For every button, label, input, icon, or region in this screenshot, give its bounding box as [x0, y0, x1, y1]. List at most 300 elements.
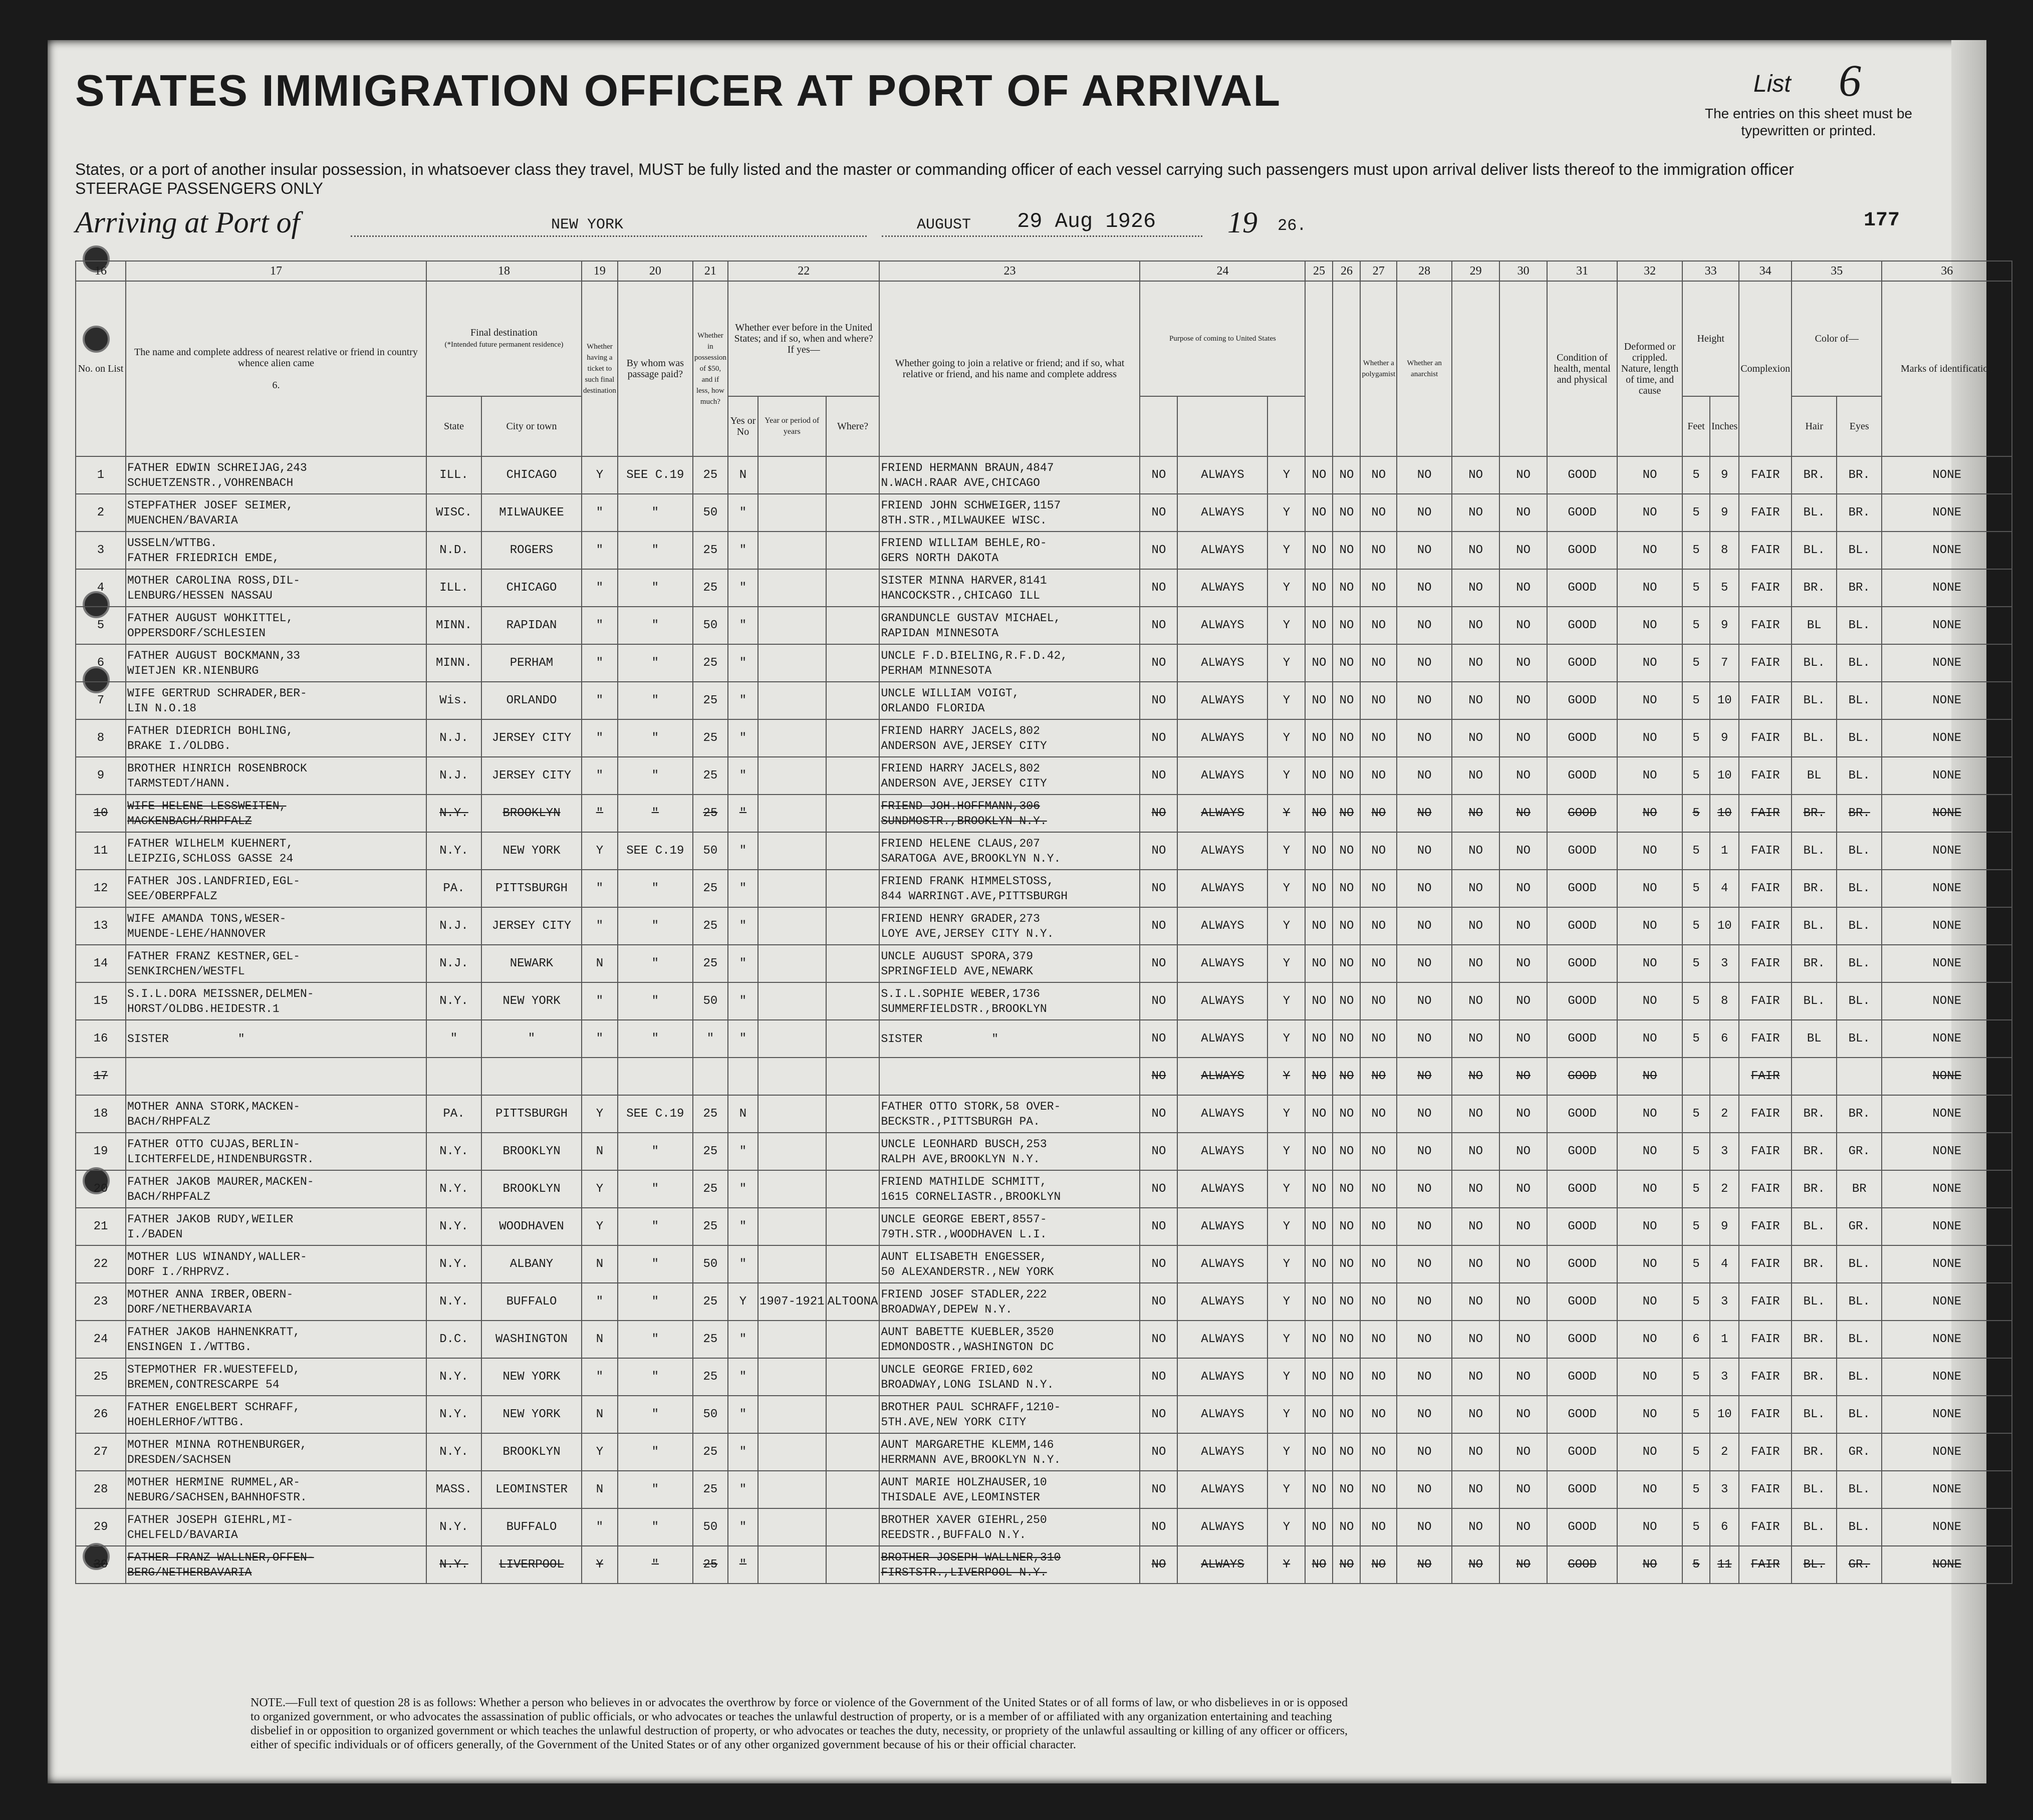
yes-no-header: Yes or No	[728, 396, 758, 456]
hair-color: BR.	[1792, 1245, 1837, 1283]
dest-state: N.Y.	[426, 1283, 481, 1321]
relative-abroad: FATHER ENGELBERT SCHRAFF, HOEHLERHOF/WTTBG.	[126, 1396, 426, 1433]
before-us: "	[728, 1546, 758, 1584]
q25: NO	[1305, 456, 1333, 494]
hair-color: BL	[1792, 1020, 1837, 1058]
period	[758, 1058, 826, 1095]
relative-abroad: MOTHER LUS WINANDY,WALLER- DORF I./RHPRVZ.	[126, 1245, 426, 1283]
table-row	[76, 1133, 2012, 1170]
period	[758, 1433, 826, 1471]
eye-color: BL.	[1837, 644, 1882, 682]
before-us: "	[728, 1245, 758, 1283]
q28: NO	[1452, 607, 1499, 644]
row-number: 26	[76, 1396, 126, 1433]
before-us: "	[728, 870, 758, 907]
joining: FRIEND JOSEF STADLER,222 BROADWAY,DEPEW N.Y.	[879, 1283, 1140, 1321]
col-number: 32	[1617, 261, 1682, 281]
purpose-a: NO	[1140, 607, 1177, 644]
before-us-label: Whether ever before in the United States; and if so, when and where?	[734, 322, 873, 344]
joining: FRIEND HELENE CLAUS,207 SARATOGA AVE,BROOKLYN N.Y.	[879, 832, 1140, 870]
money: 50	[693, 982, 728, 1020]
complexion: FAIR	[1739, 719, 1792, 757]
deformed: NO	[1617, 1321, 1682, 1358]
purpose-a: NO	[1140, 757, 1177, 795]
ticket: "	[582, 569, 618, 607]
hair-color: BR.	[1792, 945, 1837, 982]
height-inches: 4	[1710, 1245, 1739, 1283]
anarchist: NO	[1397, 494, 1452, 532]
q25: NO	[1305, 1508, 1333, 1546]
marks: NONE	[1882, 1170, 2012, 1208]
purpose-c: Y	[1267, 719, 1305, 757]
marks: NONE	[1882, 1283, 2012, 1321]
dest-state: MINN.	[426, 644, 481, 682]
paid-by: "	[618, 1133, 693, 1170]
q28-header	[1452, 281, 1499, 456]
eye-color: BL.	[1837, 832, 1882, 870]
height-feet: 5	[1682, 1508, 1710, 1546]
height-inches: 10	[1710, 795, 1739, 832]
relative-abroad	[126, 1058, 426, 1095]
table-row	[76, 456, 2012, 494]
hair-color: BR.	[1792, 569, 1837, 607]
health: GOOD	[1547, 682, 1617, 719]
row-number: 23	[76, 1283, 126, 1321]
ticket: Y	[582, 1095, 618, 1133]
q25: NO	[1305, 644, 1333, 682]
table-row	[76, 1433, 2012, 1471]
health: GOOD	[1547, 1208, 1617, 1245]
eye-color: BL.	[1837, 1020, 1882, 1058]
purpose-b: ALWAYS	[1177, 1358, 1267, 1396]
ticket: N	[582, 1245, 618, 1283]
deformed: NO	[1617, 1508, 1682, 1546]
table-row	[76, 832, 2012, 870]
row-number: 25	[76, 1358, 126, 1396]
hair-color: BL.	[1792, 644, 1837, 682]
col-number: 35	[1792, 261, 1882, 281]
table-row	[76, 494, 2012, 532]
ticket: N	[582, 945, 618, 982]
where	[826, 719, 880, 757]
ticket: Y	[582, 1170, 618, 1208]
joining: AUNT ELISABETH ENGESSER, 50 ALEXANDERSTR.,NEW YORK	[879, 1245, 1140, 1283]
health: GOOD	[1547, 1433, 1617, 1471]
purpose-c: Y	[1267, 832, 1305, 870]
health: GOOD	[1547, 982, 1617, 1020]
purpose-b: ALWAYS	[1177, 945, 1267, 982]
city-header: City or town	[481, 396, 582, 456]
complexion: FAIR	[1739, 1358, 1792, 1396]
dest-city: BROOKLYN	[481, 795, 582, 832]
q25: NO	[1305, 1433, 1333, 1471]
health: GOOD	[1547, 907, 1617, 945]
table-row	[76, 1208, 2012, 1245]
purpose-a: NO	[1140, 1471, 1177, 1508]
ticket: "	[582, 494, 618, 532]
year-prefix: 19	[1227, 206, 1257, 239]
table-row	[76, 1095, 2012, 1133]
deformed: NO	[1617, 795, 1682, 832]
height-inches: 3	[1710, 1133, 1739, 1170]
col-number: 16	[76, 261, 126, 281]
eye-color: BL.	[1837, 607, 1882, 644]
eye-color: BL.	[1837, 719, 1882, 757]
deformed-header: Deformed or crippled. Nature, length of time, and cause	[1617, 281, 1682, 456]
complexion: FAIR	[1739, 832, 1792, 870]
row-number: 12	[76, 870, 126, 907]
money: 25	[693, 1321, 728, 1358]
polygamist: NO	[1360, 1133, 1397, 1170]
joining: FRIEND HARRY JACELS,802 ANDERSON AVE,JERSEY CITY	[879, 719, 1140, 757]
row-number: 1	[76, 456, 126, 494]
money: 25	[693, 532, 728, 569]
money: 25	[693, 945, 728, 982]
q28: NO	[1452, 1508, 1499, 1546]
col-number: 26	[1333, 261, 1360, 281]
q28: NO	[1452, 1433, 1499, 1471]
q25: NO	[1305, 832, 1333, 870]
marks: NONE	[1882, 1546, 2012, 1584]
ticket: "	[582, 607, 618, 644]
period	[758, 1170, 826, 1208]
row-number: 8	[76, 719, 126, 757]
col-number: 19	[582, 261, 618, 281]
q25: NO	[1305, 982, 1333, 1020]
dest-city: PITTSBURGH	[481, 870, 582, 907]
before-us: N	[728, 456, 758, 494]
col-number: 31	[1547, 261, 1617, 281]
eye-color: GR.	[1837, 1133, 1882, 1170]
height-feet: 5	[1682, 644, 1710, 682]
where	[826, 1208, 880, 1245]
entries-note: The entries on this sheet must be typewritten or printed.	[1705, 106, 1912, 138]
anarchist: NO	[1397, 1471, 1452, 1508]
joining: UNCLE AUGUST SPORA,379 SPRINGFIELD AVE,NEWARK	[879, 945, 1140, 982]
dest-city: JERSEY CITY	[481, 907, 582, 945]
hair-color: BL	[1792, 757, 1837, 795]
health: GOOD	[1547, 456, 1617, 494]
height-inches: 10	[1710, 682, 1739, 719]
height-feet: 5	[1682, 607, 1710, 644]
health: GOOD	[1547, 1170, 1617, 1208]
deformed: NO	[1617, 1283, 1682, 1321]
relative-abroad: FATHER AUGUST BOCKMANN,33 WIETJEN KR.NIENBURG	[126, 644, 426, 682]
complexion: FAIR	[1739, 982, 1792, 1020]
polygamist: NO	[1360, 607, 1397, 644]
eye-color	[1837, 1058, 1882, 1095]
height-inches: 1	[1710, 1321, 1739, 1358]
eye-color: BR.	[1837, 494, 1882, 532]
health: GOOD	[1547, 1508, 1617, 1546]
purpose-c: Y	[1267, 1095, 1305, 1133]
anarchist: NO	[1397, 1133, 1452, 1170]
before-us: Y	[728, 1283, 758, 1321]
relative-abroad: STEPMOTHER FR.WUESTEFELD, BREMEN,CONTRESCARPE 54	[126, 1358, 426, 1396]
polygamist: NO	[1360, 569, 1397, 607]
ticket: "	[582, 795, 618, 832]
eye-color: BL.	[1837, 945, 1882, 982]
col-number: 27	[1360, 261, 1397, 281]
marks: NONE	[1882, 644, 2012, 682]
row-number: 6	[76, 644, 126, 682]
table-row	[76, 532, 2012, 569]
complexion-header: Complexion	[1739, 281, 1792, 456]
relative-abroad: MOTHER ANNA IRBER,OBERN- DORF/NETHERBAVARIA	[126, 1283, 426, 1321]
dest-state: MASS.	[426, 1471, 481, 1508]
where	[826, 682, 880, 719]
money: 25	[693, 757, 728, 795]
q25: NO	[1305, 870, 1333, 907]
q25: NO	[1305, 907, 1333, 945]
marks: NONE	[1882, 795, 2012, 832]
row-number: 24	[76, 1321, 126, 1358]
row-number: 9	[76, 757, 126, 795]
deformed: NO	[1617, 1058, 1682, 1095]
anarchist: NO	[1397, 1396, 1452, 1433]
health: GOOD	[1547, 1245, 1617, 1283]
height-feet: 5	[1682, 569, 1710, 607]
purpose-c: Y	[1267, 1471, 1305, 1508]
before-us: N	[728, 1095, 758, 1133]
dest-state: Wis.	[426, 682, 481, 719]
dest-city: LEOMINSTER	[481, 1471, 582, 1508]
height-inches	[1710, 1058, 1739, 1095]
health: GOOD	[1547, 494, 1617, 532]
purpose-c: Y	[1267, 1283, 1305, 1321]
relative-abroad: BROTHER HINRICH ROSENBROCK TARMSTEDT/HANN.	[126, 757, 426, 795]
marks: NONE	[1882, 1321, 2012, 1358]
purpose-a: NO	[1140, 1095, 1177, 1133]
purpose-c: Y	[1267, 1133, 1305, 1170]
table-row	[76, 1396, 2012, 1433]
where-header: Where?	[826, 396, 880, 456]
deformed: NO	[1617, 607, 1682, 644]
q28: NO	[1452, 1058, 1499, 1095]
height-feet: 5	[1682, 907, 1710, 945]
deformed: NO	[1617, 757, 1682, 795]
dest-city: LIVERPOOL	[481, 1546, 582, 1584]
q25: NO	[1305, 795, 1333, 832]
purpose-b: ALWAYS	[1177, 494, 1267, 532]
paid-by: "	[618, 945, 693, 982]
height-feet: 5	[1682, 945, 1710, 982]
ticket: N	[582, 1396, 618, 1433]
row-number: 10	[76, 795, 126, 832]
dest-state: N.Y.	[426, 1396, 481, 1433]
eye-color: BL.	[1837, 532, 1882, 569]
health: GOOD	[1547, 1546, 1617, 1584]
height-feet: 5	[1682, 1546, 1710, 1584]
row-number: 20	[76, 1170, 126, 1208]
ticket: "	[582, 1358, 618, 1396]
height-feet: 5	[1682, 1471, 1710, 1508]
q26: NO	[1333, 907, 1360, 945]
table-row	[76, 757, 2012, 795]
row-number: 19	[76, 1133, 126, 1170]
q29: NO	[1499, 719, 1547, 757]
deformed: NO	[1617, 644, 1682, 682]
before-us: "	[728, 682, 758, 719]
q29: NO	[1499, 1508, 1547, 1546]
q26-header	[1333, 281, 1360, 456]
height-inches: 3	[1710, 945, 1739, 982]
purpose-b: ALWAYS	[1177, 719, 1267, 757]
joining: AUNT BABETTE KUEBLER,3520 EDMONDOSTR.,WASHINGTON DC	[879, 1321, 1140, 1358]
purpose-a: NO	[1140, 870, 1177, 907]
q25: NO	[1305, 1245, 1333, 1283]
hair-color: BL.	[1792, 832, 1837, 870]
no-on-list-header: No. on List	[76, 281, 126, 456]
joining: FRIEND MATHILDE SCHMITT, 1615 CORNELIASTR.,BROOKLYN	[879, 1170, 1140, 1208]
paid-by: SEE C.19	[618, 456, 693, 494]
purpose-a: NO	[1140, 456, 1177, 494]
marks: NONE	[1882, 1471, 2012, 1508]
anarchist: NO	[1397, 532, 1452, 569]
period	[758, 832, 826, 870]
joining: FRIEND HARRY JACELS,802 ANDERSON AVE,JERSEY CITY	[879, 757, 1140, 795]
eye-color: BL.	[1837, 1358, 1882, 1396]
complexion: FAIR	[1739, 607, 1792, 644]
anarchist: NO	[1397, 1321, 1452, 1358]
dest-state	[426, 1058, 481, 1095]
height-inches: 9	[1710, 719, 1739, 757]
relative-abroad: FATHER JAKOB RUDY,WEILER I./BADEN	[126, 1208, 426, 1245]
where	[826, 1508, 880, 1546]
dest-state: N.J.	[426, 757, 481, 795]
height-inches: 8	[1710, 532, 1739, 569]
height-feet: 6	[1682, 1321, 1710, 1358]
dest-state: N.Y.	[426, 795, 481, 832]
purpose-b: ALWAYS	[1177, 1433, 1267, 1471]
paid-by: "	[618, 1321, 693, 1358]
table-row	[76, 1321, 2012, 1358]
eye-color: BL.	[1837, 1508, 1882, 1546]
anarchist: NO	[1397, 644, 1452, 682]
table-row	[76, 1245, 2012, 1283]
before-us: "	[728, 1471, 758, 1508]
health: GOOD	[1547, 1358, 1617, 1396]
q26: NO	[1333, 1208, 1360, 1245]
row-number: 21	[76, 1208, 126, 1245]
q29: NO	[1499, 569, 1547, 607]
before-us: "	[728, 1358, 758, 1396]
q25-header	[1305, 281, 1333, 456]
purpose-b: ALWAYS	[1177, 870, 1267, 907]
q25: NO	[1305, 1321, 1333, 1358]
where	[826, 907, 880, 945]
purpose-b: ALWAYS	[1177, 569, 1267, 607]
money: 50	[693, 1508, 728, 1546]
row-number: 17	[76, 1058, 126, 1095]
dest-city: CHICAGO	[481, 569, 582, 607]
polygamist: NO	[1360, 644, 1397, 682]
q26: NO	[1333, 682, 1360, 719]
height-inches: 10	[1710, 757, 1739, 795]
period	[758, 795, 826, 832]
hair-color	[1792, 1058, 1837, 1095]
q28: NO	[1452, 1208, 1499, 1245]
col-number: 34	[1739, 261, 1792, 281]
complexion: FAIR	[1739, 1508, 1792, 1546]
q29: NO	[1499, 1245, 1547, 1283]
manifest-rows	[76, 456, 2012, 1584]
ticket: Y	[582, 456, 618, 494]
period	[758, 757, 826, 795]
q28: NO	[1452, 719, 1499, 757]
q29: NO	[1499, 870, 1547, 907]
anarchist: NO	[1397, 945, 1452, 982]
col-number: 20	[618, 261, 693, 281]
col-number: 21	[693, 261, 728, 281]
purpose-c: Y	[1267, 1396, 1305, 1433]
q26: NO	[1333, 569, 1360, 607]
deformed: NO	[1617, 569, 1682, 607]
purpose-b: ALWAYS	[1177, 795, 1267, 832]
height-feet: 5	[1682, 1133, 1710, 1170]
purpose-c: Y	[1267, 1358, 1305, 1396]
q25: NO	[1305, 1095, 1333, 1133]
ticket: N	[582, 1321, 618, 1358]
anarchist: NO	[1397, 1020, 1452, 1058]
joining: FRIEND HERMANN BRAUN,4847 N.WACH.RAAR AVE,CHICAGO	[879, 456, 1140, 494]
anarchist: NO	[1397, 757, 1452, 795]
height-feet: 5	[1682, 982, 1710, 1020]
height-inches: 10	[1710, 907, 1739, 945]
paid-by: "	[618, 1471, 693, 1508]
height-feet: 5	[1682, 870, 1710, 907]
table-row	[76, 1020, 2012, 1058]
q25: NO	[1305, 682, 1333, 719]
eye-color: BL.	[1837, 682, 1882, 719]
q28: NO	[1452, 1020, 1499, 1058]
polygamist: NO	[1360, 757, 1397, 795]
q26: NO	[1333, 1396, 1360, 1433]
complexion: FAIR	[1739, 1095, 1792, 1133]
health: GOOD	[1547, 569, 1617, 607]
dest-city: ORLANDO	[481, 682, 582, 719]
relative-abroad: MOTHER MINNA ROTHENBURGER, DRESDEN/SACHSEN	[126, 1433, 426, 1471]
relative-abroad: FATHER AUGUST WOHKITTEL, OPPERSDORF/SCHLESIEN	[126, 607, 426, 644]
height-inches: 6	[1710, 1508, 1739, 1546]
where	[826, 945, 880, 982]
before-us: "	[728, 607, 758, 644]
height-feet: 5	[1682, 719, 1710, 757]
anarchist: NO	[1397, 832, 1452, 870]
paid-by: "	[618, 757, 693, 795]
row-number: 2	[76, 494, 126, 532]
purpose-a: NO	[1140, 1133, 1177, 1170]
polygamist: NO	[1360, 945, 1397, 982]
q29: NO	[1499, 1283, 1547, 1321]
q25: NO	[1305, 569, 1333, 607]
purpose-a: NO	[1140, 907, 1177, 945]
q29: NO	[1499, 1170, 1547, 1208]
marks: NONE	[1882, 832, 2012, 870]
where	[826, 1471, 880, 1508]
money: 25	[693, 1095, 728, 1133]
q26: NO	[1333, 795, 1360, 832]
ticket: "	[582, 1508, 618, 1546]
purpose-a: NO	[1140, 1058, 1177, 1095]
deformed: NO	[1617, 682, 1682, 719]
col-number: 29	[1452, 261, 1499, 281]
purpose-a: NO	[1140, 1396, 1177, 1433]
marks: NONE	[1882, 532, 2012, 569]
paid-by: "	[618, 1020, 693, 1058]
dest-state: WISC.	[426, 494, 481, 532]
joining: BROTHER PAUL SCHRAFF,1210- 5TH.AVE,NEW YORK CITY	[879, 1396, 1140, 1433]
